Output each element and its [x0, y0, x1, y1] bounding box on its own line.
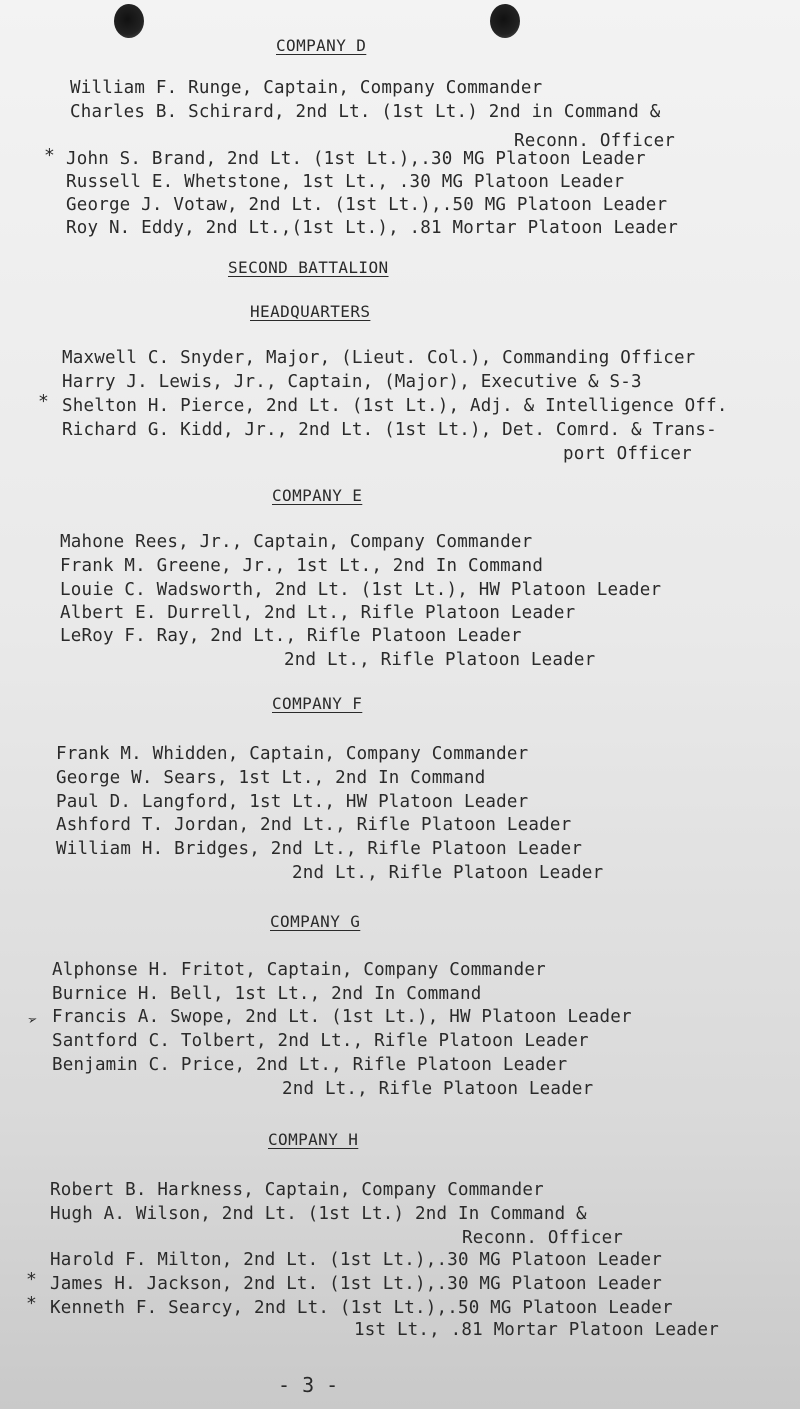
heading-headquarters: HEADQUARTERS — [250, 302, 371, 321]
page-number: - 3 - — [278, 1373, 339, 1397]
arrow-mark: ➢ — [25, 1009, 40, 1030]
roster-line: James H. Jackson, 2nd Lt. (1st Lt.),.30 MG Platoon Leader — [50, 1274, 662, 1294]
roster-line: Harold F. Milton, 2nd Lt. (1st Lt.),.30 MG Platoon Leader — [50, 1250, 662, 1270]
asterisk-mark: * — [38, 391, 49, 412]
roster-line: Alphonse H. Fritot, Captain, Company Commander — [52, 960, 546, 980]
roster-line-vacant: 2nd Lt., Rifle Platoon Leader — [284, 650, 596, 670]
asterisk-mark: * — [44, 145, 55, 166]
roster-line: George W. Sears, 1st Lt., 2nd In Command — [56, 768, 486, 788]
heading-company-f: COMPANY F — [272, 694, 363, 713]
roster-line: Frank M. Whidden, Captain, Company Commander — [56, 744, 529, 764]
roster-line: Benjamin C. Price, 2nd Lt., Rifle Platoon Leader — [52, 1055, 568, 1075]
asterisk-mark: * — [26, 1269, 37, 1290]
roster-line: William H. Bridges, 2nd Lt., Rifle Platoon Leader — [56, 839, 583, 859]
roster-line: Maxwell C. Snyder, Major, (Lieut. Col.), Commanding Officer — [62, 348, 696, 368]
heading-company-d: COMPANY D — [276, 36, 367, 55]
roster-line-vacant: 2nd Lt., Rifle Platoon Leader — [292, 863, 604, 883]
roster-line: Frank M. Greene, Jr., 1st Lt., 2nd In Command — [60, 556, 544, 576]
roster-line: William F. Runge, Captain, Company Commander — [70, 78, 543, 98]
punch-hole-left — [114, 4, 144, 38]
roster-line: Louie C. Wadsworth, 2nd Lt. (1st Lt.), HW Platoon Leader — [60, 580, 662, 600]
roster-line: John S. Brand, 2nd Lt. (1st Lt.),.30 MG Platoon Leader — [66, 149, 646, 169]
punch-hole-right — [490, 4, 520, 38]
roster-line: Charles B. Schirard, 2nd Lt. (1st Lt.) 2nd in Command & — [70, 102, 661, 122]
roster-line: Francis A. Swope, 2nd Lt. (1st Lt.), HW Platoon Leader — [52, 1007, 632, 1027]
roster-line: Burnice H. Bell, 1st Lt., 2nd In Command — [52, 984, 482, 1004]
roster-line-continued: port Officer — [563, 444, 692, 464]
roster-line: Shelton H. Pierce, 2nd Lt. (1st Lt.), Adj. & Intelligence Off. — [62, 396, 728, 416]
roster-line-continued: Reconn. Officer — [514, 131, 676, 151]
roster-line: Robert B. Harkness, Captain, Company Commander — [50, 1180, 544, 1200]
heading-company-h: COMPANY H — [268, 1130, 359, 1149]
roster-line: Harry J. Lewis, Jr., Captain, (Major), Executive & S-3 — [62, 372, 642, 392]
roster-line: Paul D. Langford, 1st Lt., HW Platoon Leader — [56, 792, 529, 812]
heading-company-g: COMPANY G — [270, 912, 361, 931]
roster-line: Richard G. Kidd, Jr., 2nd Lt. (1st Lt.), Det. Comrd. & Trans- — [62, 420, 717, 440]
roster-line: Roy N. Eddy, 2nd Lt.,(1st Lt.), .81 Mortar Platoon Leader — [66, 218, 678, 238]
asterisk-mark: * — [26, 1293, 37, 1314]
roster-line-vacant: 1st Lt., .81 Mortar Platoon Leader — [354, 1320, 720, 1340]
roster-line-vacant: 2nd Lt., Rifle Platoon Leader — [282, 1079, 594, 1099]
roster-line: Albert E. Durrell, 2nd Lt., Rifle Platoon Leader — [60, 603, 576, 623]
roster-line-continued: Reconn. Officer — [462, 1228, 624, 1248]
roster-line: Santford C. Tolbert, 2nd Lt., Rifle Platoon Leader — [52, 1031, 589, 1051]
roster-line: Russell E. Whetstone, 1st Lt., .30 MG Platoon Leader — [66, 172, 625, 192]
roster-line: Hugh A. Wilson, 2nd Lt. (1st Lt.) 2nd In Command & — [50, 1204, 587, 1224]
roster-line: Mahone Rees, Jr., Captain, Company Commander — [60, 532, 533, 552]
roster-line: Kenneth F. Searcy, 2nd Lt. (1st Lt.),.50 MG Platoon Leader — [50, 1298, 673, 1318]
heading-second-battalion: SECOND BATTALION — [228, 258, 389, 277]
heading-company-e: COMPANY E — [272, 486, 363, 505]
roster-line: LeRoy F. Ray, 2nd Lt., Rifle Platoon Leader — [60, 626, 522, 646]
roster-line: Ashford T. Jordan, 2nd Lt., Rifle Platoon Leader — [56, 815, 572, 835]
roster-line: George J. Votaw, 2nd Lt. (1st Lt.),.50 MG Platoon Leader — [66, 195, 668, 215]
